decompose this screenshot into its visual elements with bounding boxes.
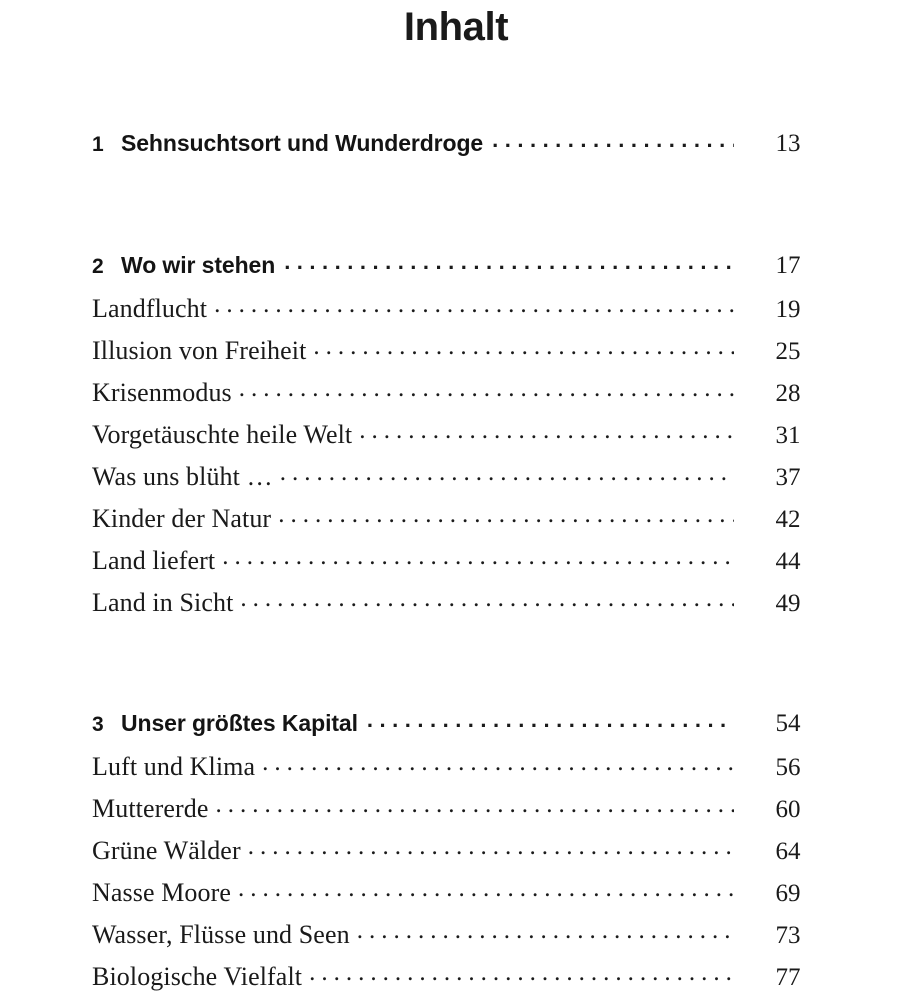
dot-leader [216,801,734,817]
toc-entry-page-number: 60 [775,796,801,823]
toc-entry-page-number: 28 [775,380,801,407]
dot-leader [357,927,734,943]
toc-entry-section[interactable] [92,420,820,462]
toc-entry-label: Wo wir stehen [121,252,276,278]
toc-entry-page-number: 25 [775,338,801,365]
toc-entry-number: 1 [92,133,104,156]
page-title: Inhalt [403,5,509,49]
toc-entry-label: Krisenmodus [92,378,232,407]
toc-entry-page-number: 19 [775,296,801,323]
dot-leader [222,553,734,569]
toc-entry-page-number: 31 [775,422,801,449]
toc-entry-page-number: 37 [775,464,801,491]
toc-entry-page-number: 44 [775,548,801,575]
toc-entry-section[interactable] [92,836,820,878]
toc-entry-chapter[interactable] [92,252,820,294]
toc-entry-label: Grüne Wälder [92,836,241,865]
toc-entry-section[interactable] [92,878,820,920]
toc-entry-number: 2 [92,255,104,278]
toc-entry-label: Biologische Vielfalt [92,962,303,991]
toc-entry-page-number: 77 [775,964,801,991]
toc-entry-section[interactable] [92,294,820,336]
dot-leader [359,427,734,443]
dot-leader [367,715,734,731]
toc-entry-page-number: 64 [775,838,801,865]
dot-leader [248,843,734,859]
dot-leader [280,469,734,485]
toc-entry-number: 3 [92,713,104,736]
toc-entry-section[interactable] [92,588,820,630]
toc-entry-section[interactable] [92,462,820,504]
toc-entry-label: Land in Sicht [92,588,234,617]
toc-entry-page-number: 13 [775,130,801,157]
toc-entry-section[interactable] [92,920,820,962]
toc-entry-section[interactable] [92,504,820,546]
toc-entry-section[interactable] [92,752,820,794]
toc-entry-label: Unser größtes Kapital [121,710,358,736]
dot-leader [492,135,734,151]
toc-entry-label: Sehnsuchtsort und Wunderdroge [121,130,484,156]
dot-leader [313,343,734,359]
toc-entry-section[interactable] [92,378,820,420]
toc-entry-label: Was uns blüht … [92,462,273,491]
dot-leader [309,969,734,985]
dot-leader [214,301,734,317]
toc-entry-label: Landflucht [92,294,208,323]
dot-leader [262,759,734,775]
toc-entry-section[interactable] [92,546,820,588]
toc-entry-label: Vorgetäuschte heile Welt [92,420,353,449]
toc-entry-label: Land liefert [92,546,216,575]
toc-entry-chapter[interactable] [92,710,820,752]
toc-entry-page-number: 56 [775,754,801,781]
toc-entry-page-number: 49 [775,590,801,617]
dot-leader [239,385,734,401]
toc-entry-label: Luft und Klima [92,752,256,781]
toc-entry-label: Muttererde [92,794,209,823]
toc-entry-label: Nasse Moore [92,878,232,907]
toc-entry-page-number: 73 [775,922,801,949]
toc-entry-page-number: 54 [775,710,801,737]
toc-entry-label: Illusion von Freiheit [92,336,307,365]
dot-leader [284,257,734,273]
toc-entry-chapter[interactable] [92,130,820,172]
toc-entry-section[interactable] [92,336,820,378]
table-of-contents-list [92,130,820,1004]
toc-entry-page-number: 42 [775,506,801,533]
toc-entry-label: Wasser, Flüsse und Seen [92,920,350,949]
dot-leader [278,511,734,527]
toc-entry-label: Kinder der Natur [92,504,272,533]
toc-entry-section[interactable] [92,794,820,836]
dot-leader [240,595,734,611]
toc-entry-section[interactable] [92,962,820,1004]
toc-entry-page-number: 69 [775,880,801,907]
dot-leader [238,885,734,901]
toc-entry-page-number: 17 [775,252,801,279]
